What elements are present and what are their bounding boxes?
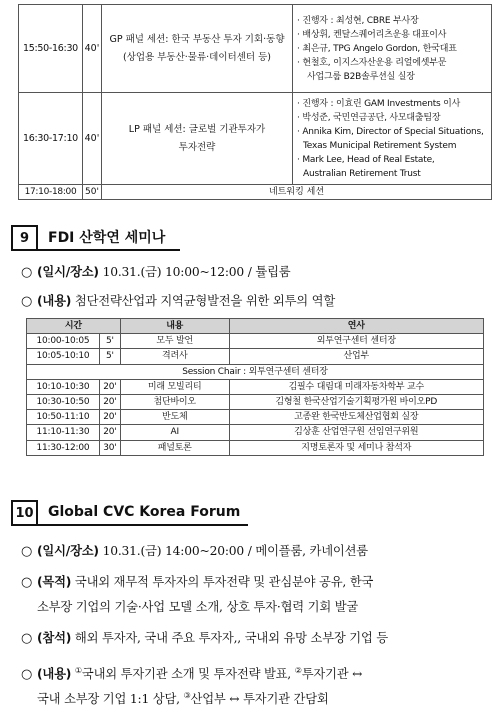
session-title-line: 투자전략 [178,141,216,153]
table-row [19,5,492,93]
row-time: 10:05-10:10 [27,349,100,364]
bullet-label: (목적) [37,575,72,589]
bullet-schedule-place [21,260,290,285]
header-content: 내용 [120,319,229,334]
row-time: 10:10-10:30 [27,379,100,394]
bullet-text: 10.31.(금) 10:00~12:00 / 튤립룸 [98,265,291,279]
session-title-line: (상업용 부동산·물류·데이터센터 등) [123,51,271,63]
table-row [27,394,484,409]
bullet-text: 산업부 ↔ 투자기관 간담회 [190,692,329,706]
bullet-participants [21,626,388,651]
bullet-schedule-place [21,539,368,564]
row-duration: 5' [99,334,120,349]
row-speaker: 김상훈 산업연구원 선임연구위원 [229,425,483,440]
table-header-row [27,319,484,334]
bullet-text: 10.31.(금) 14:00~20:00 / 메이플룸, 카네이션룸 [98,544,368,558]
bullet-text: 국내외 투자기관 소개 및 투자전략 발표, [81,667,295,681]
bullet-marker: ○ [21,294,33,309]
section-9-header [11,225,180,251]
bullet-content [21,662,362,712]
speaker-line: Australian Retirement Trust [303,168,421,179]
header-speaker: 연사 [229,319,483,334]
row-content: 반도체 [120,410,229,425]
session-title [102,5,293,93]
circled-number-2: ② [294,665,302,675]
row-content: 패널토론 [120,440,229,455]
speaker-line: · 현철호, 이지스자산운용 리얼에셋부문 [297,57,447,68]
bullet-marker: ○ [21,575,33,590]
bullet-label: (내용) [37,294,72,308]
speaker-line: Texas Municipal Retirement System [303,140,457,151]
speaker-line: · 최은규, TPG Angelo Gordon, 한국대표 [297,43,457,54]
section-number: 9 [11,225,38,251]
bullet-label: (내용) [37,667,72,681]
row-duration: 30' [99,440,120,455]
circled-number-3: ③ [183,690,191,700]
speaker-line: · 진행자 : 최성현, CBRE 부사장 [297,15,419,26]
section-title: FDI 산학연 세미나 [38,225,180,251]
session-speakers [293,93,492,185]
session-time: 17:10-18:00 [19,185,83,200]
table-row [27,349,484,364]
session-speakers [293,5,492,93]
circled-number-1: ① [74,665,82,675]
session-title-line: LP 패널 세션: 글로벌 기관투자가 [128,123,266,135]
session-duration: 50' [83,185,102,200]
session-duration: 40' [83,5,102,93]
session-duration: 40' [83,93,102,185]
row-content: AI [120,425,229,440]
row-duration: 20' [99,394,120,409]
bullet-text: 해외 투자자, 국내 주요 투자자,, 국내외 유망 소부장 기업 등 [71,631,389,645]
bullet-text: 국내외 재무적 투자자의 투자전략 및 관심분야 공유, 한국 [71,575,374,589]
speaker-line: · Mark Lee, Head of Real Estate, [297,154,435,165]
row-speaker: 산업부 [229,349,483,364]
bullet-label: (일시/장소) [37,544,99,558]
bullet-marker: ○ [21,631,33,646]
table-row [27,379,484,394]
row-time: 10:50-11:10 [27,410,100,425]
session-title [102,93,293,185]
row-duration: 20' [99,425,120,440]
section-10-header [11,500,248,526]
row-speaker: 고종완 한국반도체산업협회 실장 [229,410,483,425]
speaker-line: · 박성준, 국민연금공단, 사모대출팀장 [297,112,441,123]
section-number: 10 [11,500,38,526]
row-duration: 5' [99,349,120,364]
bullet-text: 첨단전략산업과 지역균형발전을 위한 외투의 역할 [71,294,336,308]
speaker-line: · 배상휘, 켄달스퀘어리츠운용 대표이사 [297,29,447,40]
session-time: 16:30-17:10 [19,93,83,185]
table-row [19,185,492,200]
bullet-label: (참석) [37,631,72,645]
bullet-purpose [21,570,373,620]
speaker-line: 사업그룹 B2B솔루션실 실장 [307,71,415,82]
speaker-line: · Annika Kim, Director of Special Situations, [297,126,484,137]
bullet-label: (일시/장소) [37,265,99,279]
bullet-marker: ○ [21,667,33,682]
bullet-text-continued: 소부장 기업의 기술·사업 모델 소개, 상호 투자·협력 기회 발굴 [37,600,359,614]
bullet-content [21,289,335,314]
row-duration: 20' [99,410,120,425]
row-content: 격려사 [120,349,229,364]
row-speaker: 외투연구센터 센터장 [229,334,483,349]
table-row [27,410,484,425]
session-title-line: GP 패널 세션: 한국 부동산 투자 기회·동향 [109,33,285,45]
session-chair-row: Session Chair : 외투연구센터 센터장 [27,364,484,379]
table-row [27,364,484,379]
bullet-text-continued [21,687,362,712]
bullet-text: 투자기관 ↔ [301,667,363,681]
section-title: Global CVC Korea Forum [38,500,248,526]
table-row [27,425,484,440]
table-row [27,440,484,455]
row-speaker: 지명토론자 및 세미나 참석자 [229,440,483,455]
row-speaker: 김필수 대림대 미래자동차학부 교수 [229,379,483,394]
row-time: 11:10-11:30 [27,425,100,440]
bullet-text: 국내 소부장 기업 1:1 상담, [37,692,184,706]
row-speaker: 김형철 한국산업기술기획평가원 바이오PD [229,394,483,409]
row-content: 미래 모빌리티 [120,379,229,394]
session-time: 15:50-16:30 [19,5,83,93]
bullet-marker: ○ [21,265,33,280]
table-row [19,93,492,185]
seminar-program-table [26,318,484,456]
header-time: 시간 [27,319,121,334]
row-content: 모두 발언 [120,334,229,349]
row-duration: 20' [99,379,120,394]
networking-session-label: 네트워킹 세션 [102,185,492,200]
row-time: 11:30-12:00 [27,440,100,455]
row-time: 10:30-10:50 [27,394,100,409]
speaker-line: · 진행자 : 이효린 GAM Investments 이사 [297,98,461,109]
bullet-marker: ○ [21,544,33,559]
event-schedule-table [18,4,492,200]
row-time: 10:00-10:05 [27,334,100,349]
table-row [27,334,484,349]
row-content: 첨단바이오 [120,394,229,409]
